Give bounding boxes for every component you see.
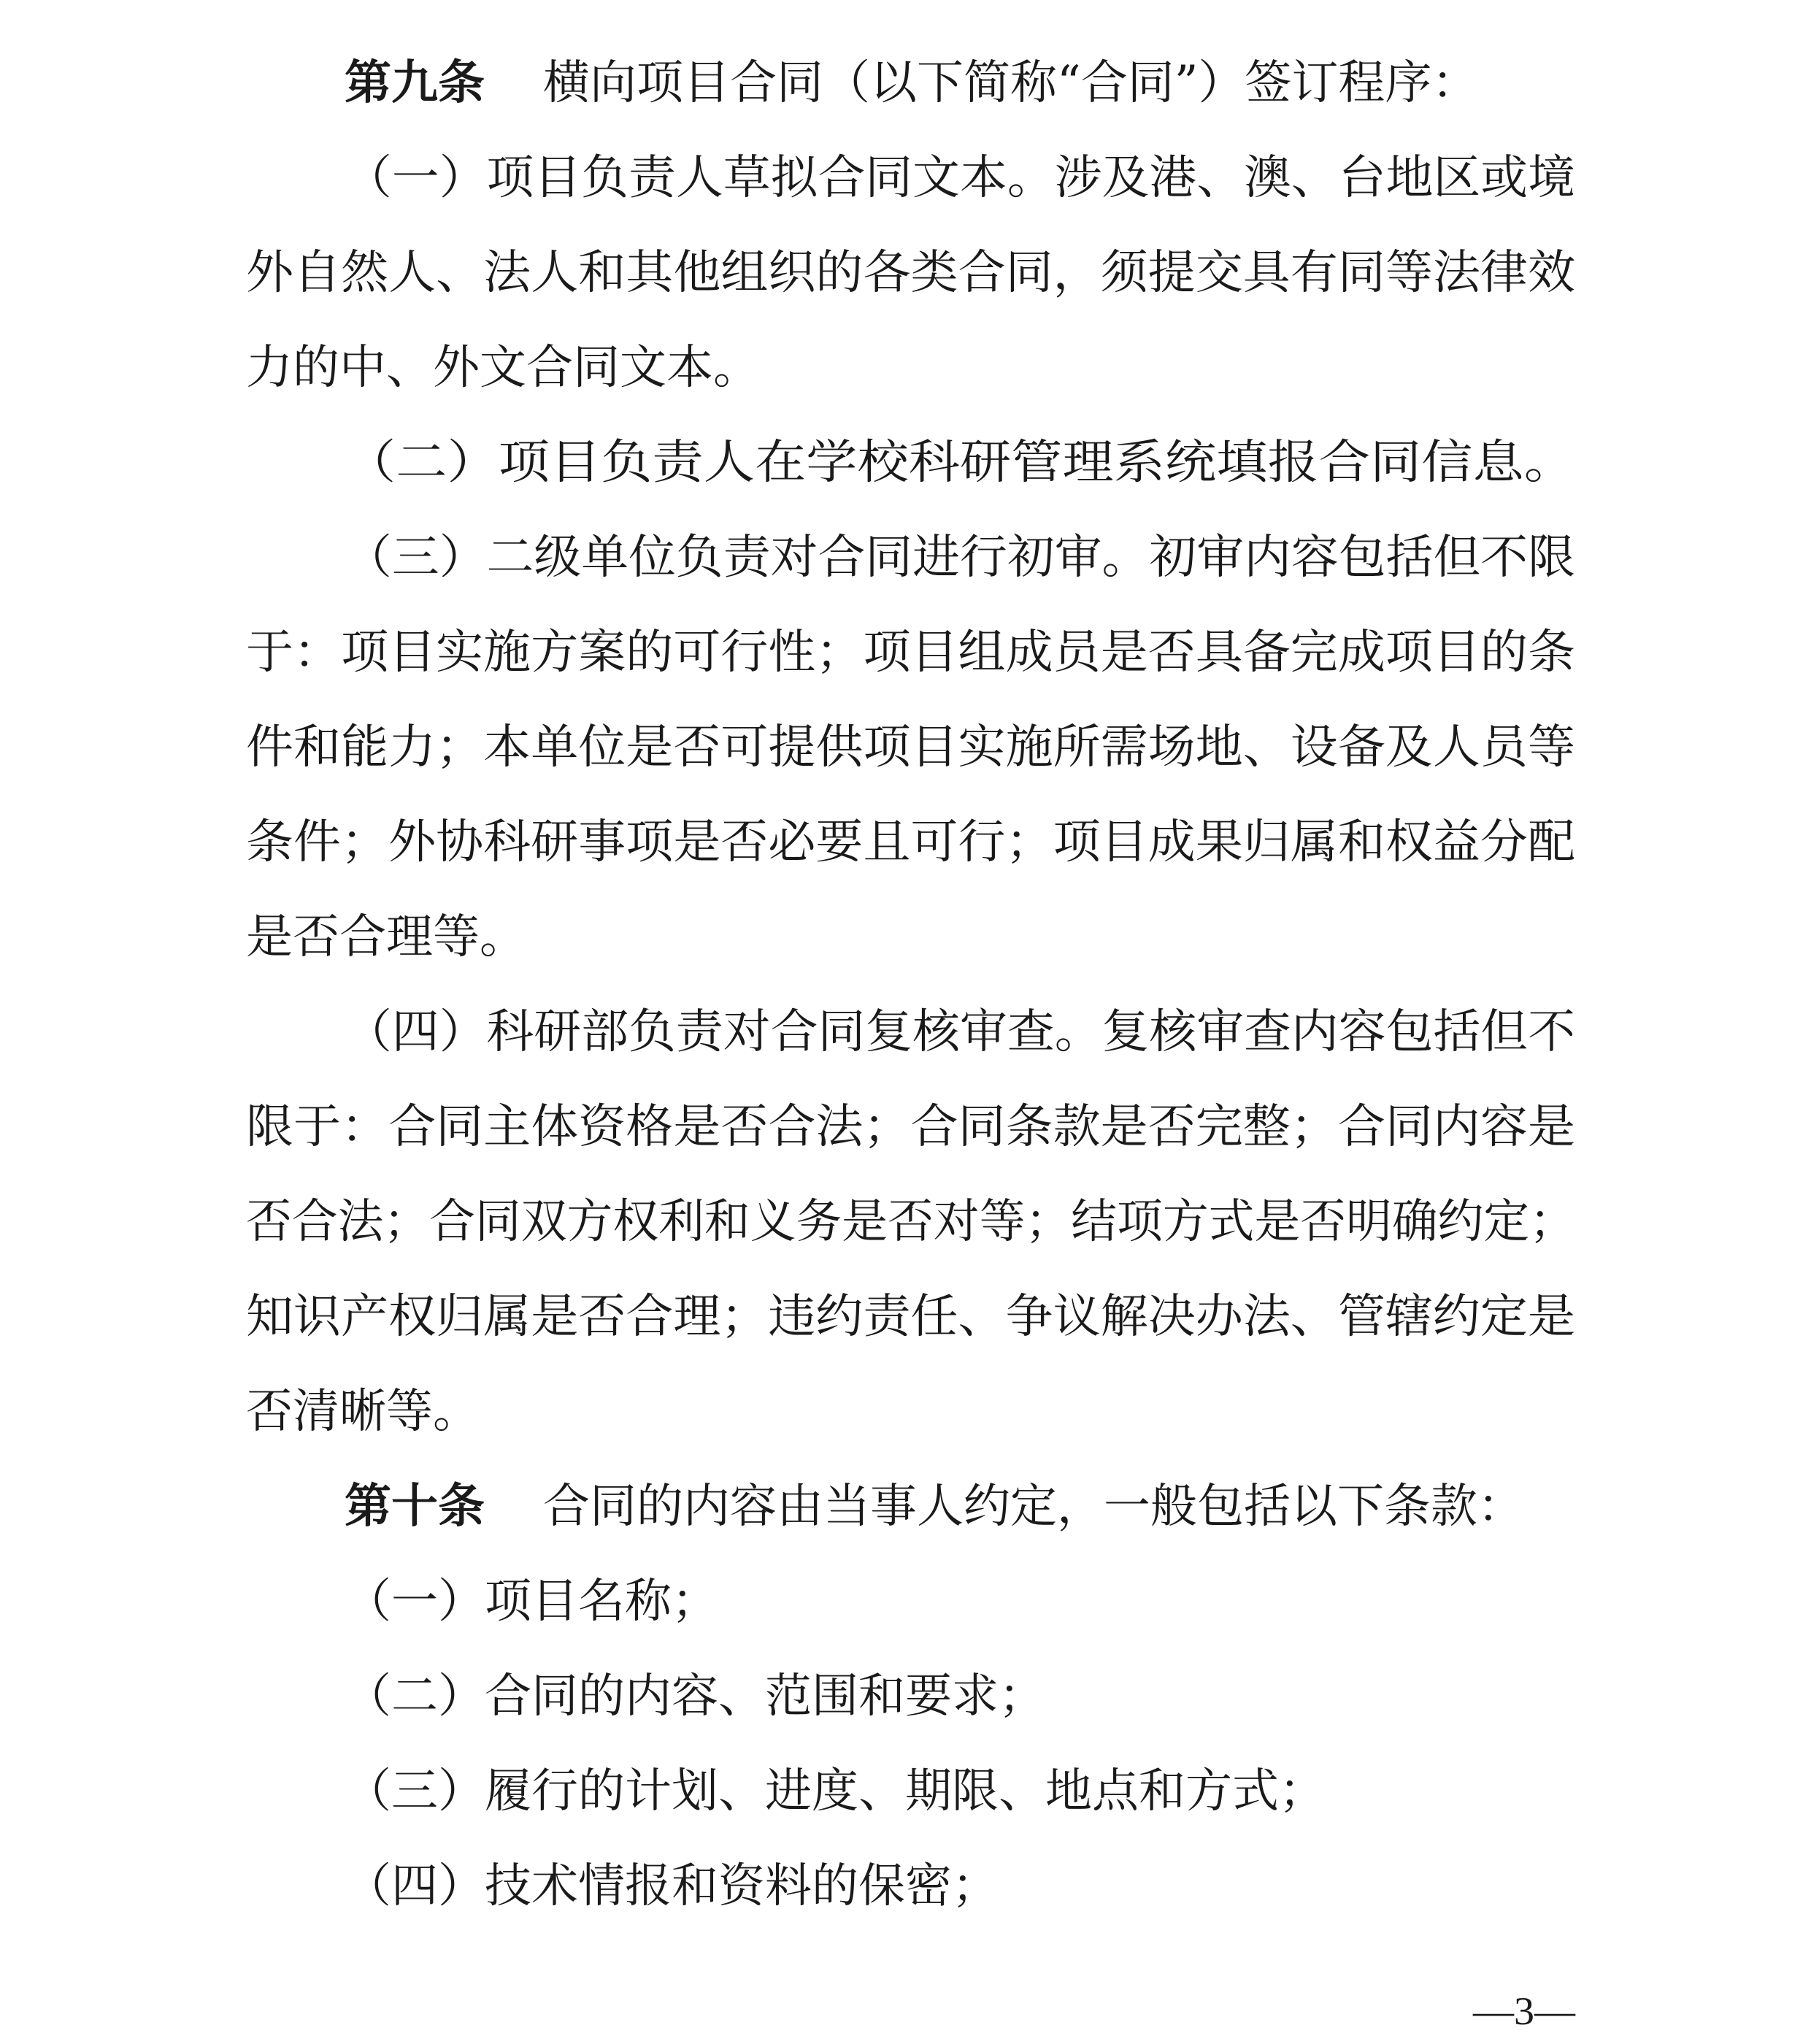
paragraph-line: 限于：合同主体资格是否合法；合同条款是否完整；合同内容是 bbox=[246, 1100, 1575, 1154]
paragraph-line: （三）二级单位负责对合同进行初审。初审内容包括但不限 bbox=[345, 531, 1575, 585]
article-number: 第十条 bbox=[345, 1479, 485, 1534]
paragraph-line: （一）项目负责人草拟合同文本。涉及港、澳、台地区或境 bbox=[345, 151, 1575, 205]
paragraph-line: 件和能力；本单位是否可提供项目实施所需场地、设备及人员等 bbox=[246, 721, 1575, 775]
article-text: 横向项目合同（以下简称“合同”）签订程序： bbox=[543, 56, 1479, 110]
article-text: 合同的内容由当事人约定，一般包括以下条款： bbox=[543, 1480, 1524, 1534]
paragraph-line: 力的中、外文合同文本。 bbox=[246, 341, 760, 395]
article-heading-line bbox=[345, 55, 1479, 110]
article-heading-line bbox=[345, 1479, 1524, 1534]
paragraph-line: （三）履行的计划、进度、期限、地点和方式； bbox=[345, 1764, 1326, 1818]
paragraph-line: 是否合理等。 bbox=[246, 910, 526, 964]
paragraph-line: 知识产权归属是否合理；违约责任、争议解决办法、管辖约定是 bbox=[246, 1290, 1575, 1344]
paragraph-line: 于：项目实施方案的可行性；项目组成员是否具备完成项目的条 bbox=[246, 626, 1575, 680]
paragraph-line: （二）项目负责人在学校科研管理系统填报合同信息。 bbox=[345, 436, 1575, 490]
paragraph-line: （四）技术情报和资料的保密； bbox=[345, 1859, 999, 1913]
paragraph-line: （一）项目名称； bbox=[345, 1575, 718, 1629]
paragraph-line: 否清晰等。 bbox=[246, 1385, 480, 1439]
article-number: 第九条 bbox=[345, 55, 485, 110]
page-number: —3— bbox=[1473, 1989, 1575, 2033]
paragraph-line: （二）合同的内容、范围和要求； bbox=[345, 1670, 1045, 1724]
paragraph-line: 条件；外协科研事项是否必要且可行；项目成果归属和权益分配 bbox=[246, 815, 1575, 869]
paragraph-line: （四）科研部负责对合同复核审查。复核审查内容包括但不 bbox=[345, 1005, 1575, 1059]
paragraph-line: 否合法；合同双方权利和义务是否对等；结项方式是否明确约定； bbox=[246, 1195, 1575, 1249]
paragraph-line: 外自然人、法人和其他组织的各类合同，须提交具有同等法律效 bbox=[246, 246, 1575, 300]
